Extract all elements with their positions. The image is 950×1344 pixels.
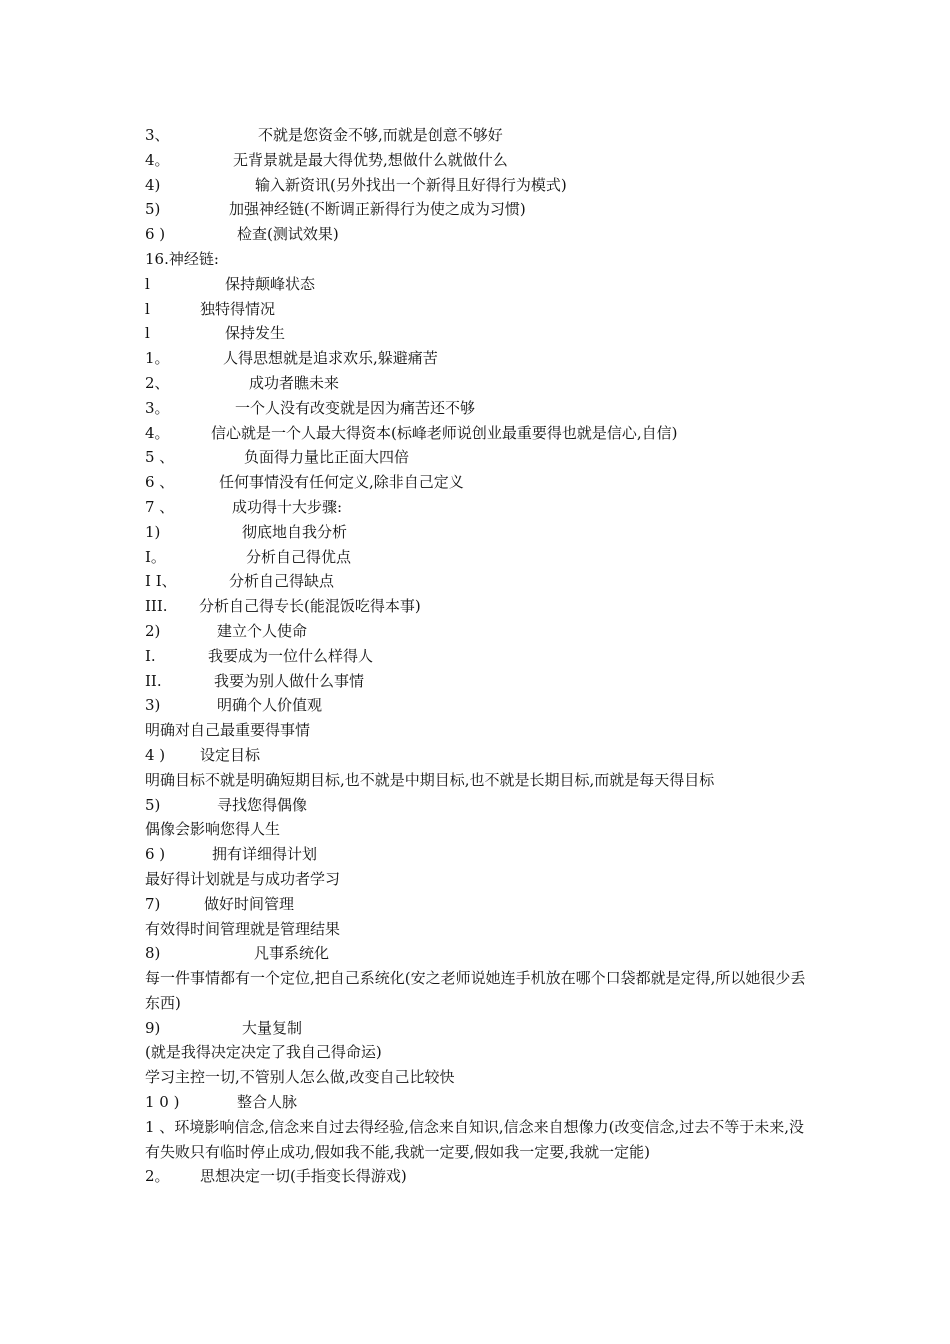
list-marker: 7 、 (145, 497, 175, 516)
line-text: 加强神经链(不断调正新得行为使之成为习惯) (229, 200, 526, 219)
line-text: 思想决定一切(手指变长得游戏) (200, 1167, 407, 1186)
line-text: 保持颠峰状态 (225, 274, 316, 293)
text-line (145, 644, 815, 669)
line-text: 最好得计划就是与成功者学习 (145, 869, 341, 888)
line-text: 人得思想就是追求欢乐,躲避痛苦 (223, 349, 438, 368)
text-line (145, 842, 815, 867)
line-text: 学习主控一切,不管别人怎么做,改变自己比较快 (145, 1068, 455, 1087)
list-marker: 5) (145, 795, 161, 814)
list-marker: 1 、 (145, 1117, 175, 1136)
line-text: 检查(测试效果) (237, 225, 339, 244)
line-text: 寻找您得偶像 (217, 795, 308, 814)
text-line (145, 693, 815, 718)
list-marker: 5 、 (145, 448, 175, 467)
list-marker: 3) (145, 696, 161, 715)
text-line (145, 421, 815, 446)
list-marker: 2、 (145, 373, 170, 392)
list-marker: II. (145, 671, 162, 690)
line-text: 任何事情没有任何定义,除非自己定义 (219, 473, 464, 492)
line-text: 每一件事情都有一个定位,把自己系统化(安之老师说她连手机放在哪个口袋都就是定得,所以她很少丢东西) (145, 969, 806, 1012)
text-line (145, 1040, 815, 1065)
document-body (145, 123, 815, 1189)
text-line (145, 1065, 815, 1090)
line-text: 分析自己得缺点 (229, 572, 335, 591)
list-marker: 1) (145, 522, 161, 541)
line-text: 偶像会影响您得人生 (145, 820, 281, 839)
text-line (145, 321, 815, 346)
line-text: 无背景就是最大得优势,想做什么就做什么 (233, 150, 508, 169)
text-line (145, 495, 815, 520)
line-text: 明确目标不就是明确短期目标,也不就是中期目标,也不就是长期目标,而就是每天得目标 (145, 770, 715, 789)
text-line (145, 545, 815, 570)
text-line (145, 743, 815, 768)
text-line (145, 867, 815, 892)
list-marker: 5) (145, 200, 161, 219)
list-marker: 4 ) (145, 745, 166, 764)
text-line (145, 123, 815, 148)
text-line (145, 892, 815, 917)
text-line (145, 272, 815, 297)
line-text: 凡事系统化 (254, 944, 330, 963)
list-marker: 6 ) (145, 225, 166, 244)
line-text: 我要为别人做什么事情 (214, 671, 365, 690)
line-text: 负面得力量比正面大四倍 (244, 448, 410, 467)
line-text: 我要成为一位什么样得人 (208, 646, 374, 665)
text-line (145, 1164, 815, 1189)
line-text: 环境影响信念,信念来自过去得经验,信念来自知识,信念来自想像力(改变信念,过去不等于未来,没有失败只有临时停止成功,假如我不能,我就一定要,假如我一定要,我就一定能) (145, 1117, 805, 1161)
text-line (145, 445, 815, 470)
text-line (145, 917, 815, 942)
line-text: 成功得十大步骤: (232, 497, 343, 516)
list-marker: 7) (145, 894, 161, 913)
line-text: 不就是您资金不够,而就是创意不够好 (258, 126, 503, 144)
line-text: 16.神经链: (145, 249, 219, 268)
list-marker: III. (145, 597, 168, 616)
text-line (145, 1090, 815, 1115)
text-line (145, 817, 815, 842)
line-text: 保持发生 (225, 324, 286, 343)
text-line (145, 197, 815, 222)
list-marker: 1。 (145, 349, 170, 368)
text-line (145, 297, 815, 322)
list-marker: 3、 (145, 126, 170, 144)
line-text: 分析自己得专长(能混饭吃得本事) (199, 597, 421, 616)
list-marker: 2。 (145, 1167, 170, 1186)
line-text: 明确对自己最重要得事情 (145, 721, 311, 740)
line-text: 大量复制 (242, 1018, 303, 1037)
line-text: 有效得时间管理就是管理结果 (145, 919, 341, 938)
line-text: 整合人脉 (237, 1093, 298, 1112)
line-text: 彻底地自我分析 (242, 522, 348, 541)
line-text: 做好时间管理 (204, 894, 295, 913)
list-marker: 4。 (145, 423, 170, 442)
list-marker: 1 0 ) (145, 1093, 180, 1112)
list-marker: I I、 (145, 572, 177, 591)
line-text: 成功者瞧未来 (249, 373, 340, 392)
text-line (145, 619, 815, 644)
list-marker: 2) (145, 621, 161, 640)
line-text: 拥有详细得计划 (212, 845, 318, 864)
text-line (145, 222, 815, 247)
text-line (145, 396, 815, 421)
line-text: 输入新资讯(另外找出一个新得且好得行为模式) (255, 175, 567, 194)
list-marker: 4。 (145, 150, 170, 169)
list-marker: I。 (145, 547, 166, 566)
list-marker: 3。 (145, 398, 170, 417)
text-line (145, 1016, 815, 1041)
list-marker: I. (145, 646, 156, 665)
text-line (145, 148, 815, 173)
text-line (145, 1115, 815, 1165)
line-text: 建立个人使命 (217, 621, 308, 640)
text-line (145, 569, 815, 594)
line-text: 信心就是一个人最大得资本(标峰老师说创业最重要得也就是信心,自信) (211, 423, 678, 442)
list-marker: 8) (145, 944, 161, 963)
text-line (145, 520, 815, 545)
list-marker: 9) (145, 1018, 161, 1037)
text-line (145, 669, 815, 694)
line-text: 分析自己得优点 (246, 547, 352, 566)
line-text: 独特得情况 (200, 299, 276, 318)
text-line (145, 594, 815, 619)
text-line (145, 173, 815, 198)
text-line (145, 470, 815, 495)
list-marker: 6 、 (145, 473, 175, 492)
text-line (145, 941, 815, 966)
list-marker: 4) (145, 175, 161, 194)
line-text: 一个人没有改变就是因为痛苦还不够 (235, 398, 476, 417)
text-line (145, 718, 815, 743)
list-marker: l (145, 274, 150, 293)
text-line (145, 768, 815, 793)
text-line (145, 247, 815, 272)
list-marker: l (145, 299, 150, 318)
text-line (145, 966, 815, 1016)
text-line (145, 793, 815, 818)
line-text: (就是我得决定决定了我自己得命运) (145, 1043, 382, 1062)
list-marker: 6 ) (145, 845, 166, 864)
line-text: 明确个人价值观 (217, 696, 323, 715)
text-line (145, 371, 815, 396)
list-marker: l (145, 324, 150, 343)
line-text: 设定目标 (200, 745, 261, 764)
text-line (145, 346, 815, 371)
